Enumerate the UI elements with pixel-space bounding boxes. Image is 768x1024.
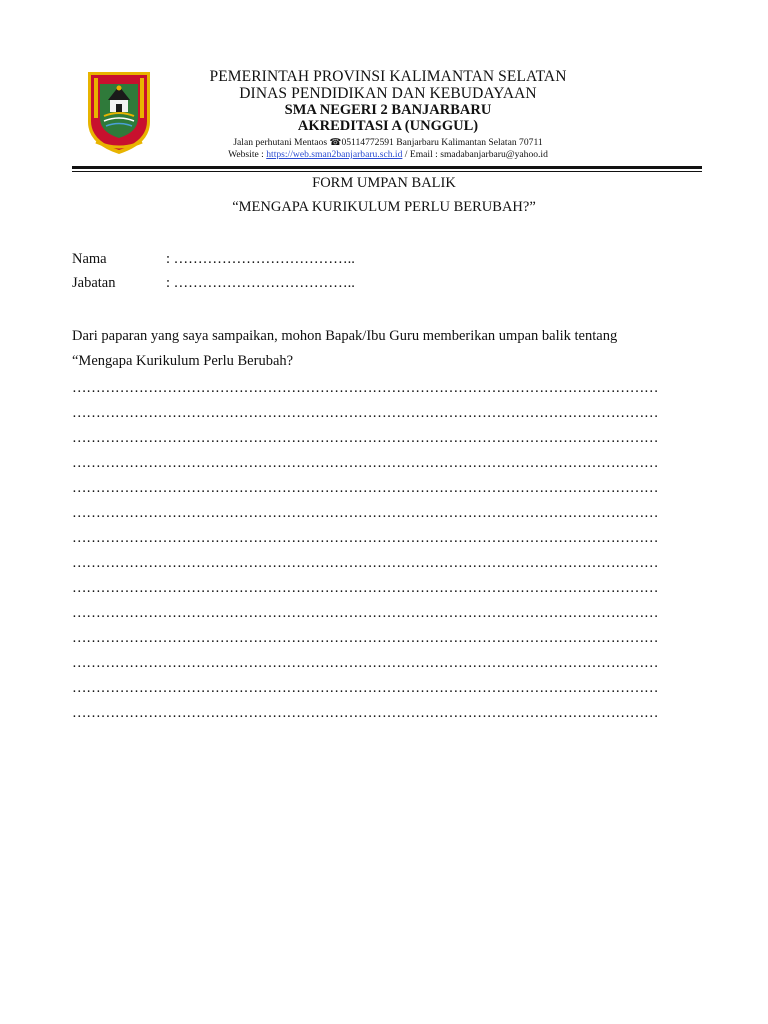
- contact-line: [162, 149, 614, 160]
- instruction-line-1: Dari paparan yang saya sampaikan, mohon Bapak/Ibu Guru memberikan umpan balik tentang: [72, 328, 618, 344]
- header-rule-thick: [72, 166, 702, 169]
- form-subtitle: “MENGAPA KURIKULUM PERLU BERUBAH?”: [232, 199, 536, 215]
- answer-line[interactable]: ……………………………………………………………………………………………………………: [72, 530, 659, 546]
- position-blank[interactable]: : ………………………………..: [166, 275, 355, 291]
- name-field[interactable]: [72, 250, 355, 268]
- position-label: Jabatan: [72, 275, 116, 291]
- answer-line[interactable]: ……………………………………………………………………………………………………………: [72, 380, 659, 396]
- website-label: Website :: [228, 149, 267, 160]
- answer-line[interactable]: ……………………………………………………………………………………………………………: [72, 630, 659, 646]
- instruction-line-2: “Mengapa Kurikulum Perlu Berubah?: [72, 353, 294, 369]
- website-link[interactable]: https://web.sman2banjarbaru.sch.id: [266, 149, 403, 160]
- instruction-text: [72, 324, 702, 374]
- answer-line[interactable]: ……………………………………………………………………………………………………………: [72, 555, 659, 571]
- department-name: DINAS PENDIDIKAN DAN KEBUDAYAAN: [239, 85, 537, 102]
- answer-line[interactable]: ……………………………………………………………………………………………………………: [72, 430, 659, 446]
- answer-lines[interactable]: [72, 376, 702, 726]
- letterhead-text: [162, 68, 614, 160]
- letterhead: [72, 68, 702, 168]
- header-rule-thin: [72, 171, 702, 172]
- answer-line[interactable]: ……………………………………………………………………………………………………………: [72, 605, 659, 621]
- answer-line[interactable]: ……………………………………………………………………………………………………………: [72, 480, 659, 496]
- government-name: PEMERINTAH PROVINSI KALIMANTAN SELATAN: [209, 68, 567, 85]
- position-field[interactable]: [72, 274, 355, 292]
- form-title: FORM UMPAN BALIK: [312, 175, 456, 191]
- answer-line[interactable]: ……………………………………………………………………………………………………………: [72, 505, 659, 521]
- provincial-coat-of-arms-icon: [86, 70, 152, 156]
- answer-line[interactable]: ……………………………………………………………………………………………………………: [72, 655, 659, 671]
- answer-line[interactable]: ……………………………………………………………………………………………………………: [72, 455, 659, 471]
- email-text: / Email : smadabanjarbaru@yahoo.id: [402, 149, 548, 160]
- answer-line[interactable]: ……………………………………………………………………………………………………………: [72, 680, 659, 696]
- answer-line[interactable]: ……………………………………………………………………………………………………………: [72, 705, 659, 721]
- name-blank[interactable]: : ………………………………..: [166, 251, 355, 267]
- answer-line[interactable]: ……………………………………………………………………………………………………………: [72, 580, 659, 596]
- name-label: Nama: [72, 251, 107, 267]
- address: Jalan perhutani Mentaos ☎05114772591 Banjarbaru Kalimantan Selatan 70711: [233, 137, 543, 148]
- answer-line[interactable]: ……………………………………………………………………………………………………………: [72, 405, 659, 421]
- accreditation: AKREDITASI A (UNGGUL): [297, 118, 479, 134]
- school-name: SMA NEGERI 2 BANJARBARU: [284, 102, 492, 118]
